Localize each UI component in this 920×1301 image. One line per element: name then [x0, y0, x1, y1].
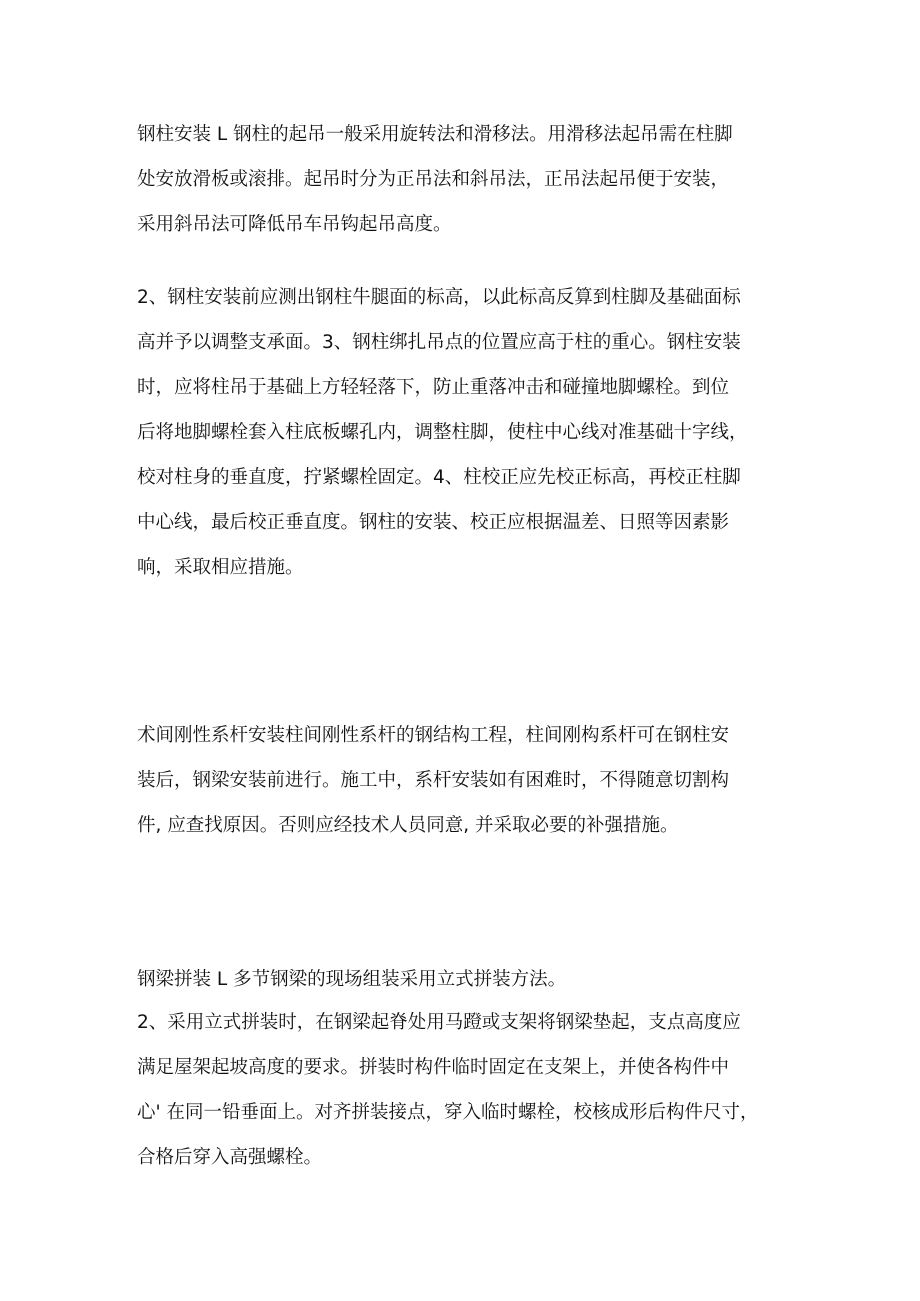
- text-line: 校对柱身的垂直度，拧紧螺栓固定。4、柱校正应先校正标高，再校正柱脚: [137, 467, 741, 488]
- paragraph-column-adjustment: [137, 275, 797, 590]
- text-line: 术间刚性系杆安装柱间刚性系杆的钢结构工程，柱间刚构系杆可在钢柱安: [137, 725, 730, 746]
- text-line: 钢梁拼装 L 多节钢梁的现场组装采用立式拼装方法。: [137, 969, 567, 990]
- text-line: 中心线，最后校正垂直度。钢柱的安装、校正应根据温差、日照等因素影: [137, 512, 730, 533]
- text-line: 响，采取相应措施。: [137, 557, 304, 578]
- text-line: 2、采用立式拼装时，在钢梁起脊处用马蹬或支架将钢梁垫起，支点高度应: [137, 1012, 741, 1033]
- text-line: 装后，钢梁安装前进行。施工中，系杆安装如有困难时，不得随意切割构: [137, 770, 730, 791]
- text-line: 满足屋架起坡高度的要求。拼装时构件临时固定在支架上，并使各构件中: [137, 1057, 730, 1078]
- text-line: 合格后穿入高强螺栓。: [137, 1147, 323, 1168]
- paragraph-beam-assembly-intro: [137, 957, 797, 1002]
- text-line: 高并予以调整支承面。3、钢柱绑扎吊点的位置应高于柱的重心。钢柱安装: [137, 332, 741, 353]
- paragraph-tie-rod-installation: [137, 713, 797, 848]
- text-line: 采用斜吊法可降低吊车吊钩起吊高度。: [137, 214, 452, 235]
- text-line: 处安放滑板或滚排。起吊时分为正吊法和斜吊法，正吊法起吊便于安装，: [137, 169, 730, 190]
- paragraph-beam-assembly-steps: [137, 1000, 797, 1180]
- text-line: 件, 应查找原因。否则应经技术人员同意, 并采取必要的补强措施。: [137, 815, 679, 836]
- text-line: 时，应将柱吊于基础上方轻轻落下，防止重落冲击和碰撞地脚螺栓。到位: [137, 377, 730, 398]
- text-line: 心' 在同一铅垂面上。对齐拼装接点，穿入临时螺栓，校核成形后构件尺寸，: [137, 1102, 759, 1123]
- text-line: 钢柱安装 L 钢柱的起吊一般采用旋转法和滑移法。用滑移法起吊需在柱脚: [137, 124, 733, 145]
- text-line: 后将地脚螺栓套入柱底板螺孔内，调整柱脚，使柱中心线对准基础十字线，: [137, 422, 748, 443]
- text-line: 2、钢柱安装前应测出钢柱牛腿面的标高，以此标高反算到柱脚及基础面标: [137, 287, 741, 308]
- paragraph-steel-column-installation: [137, 112, 797, 247]
